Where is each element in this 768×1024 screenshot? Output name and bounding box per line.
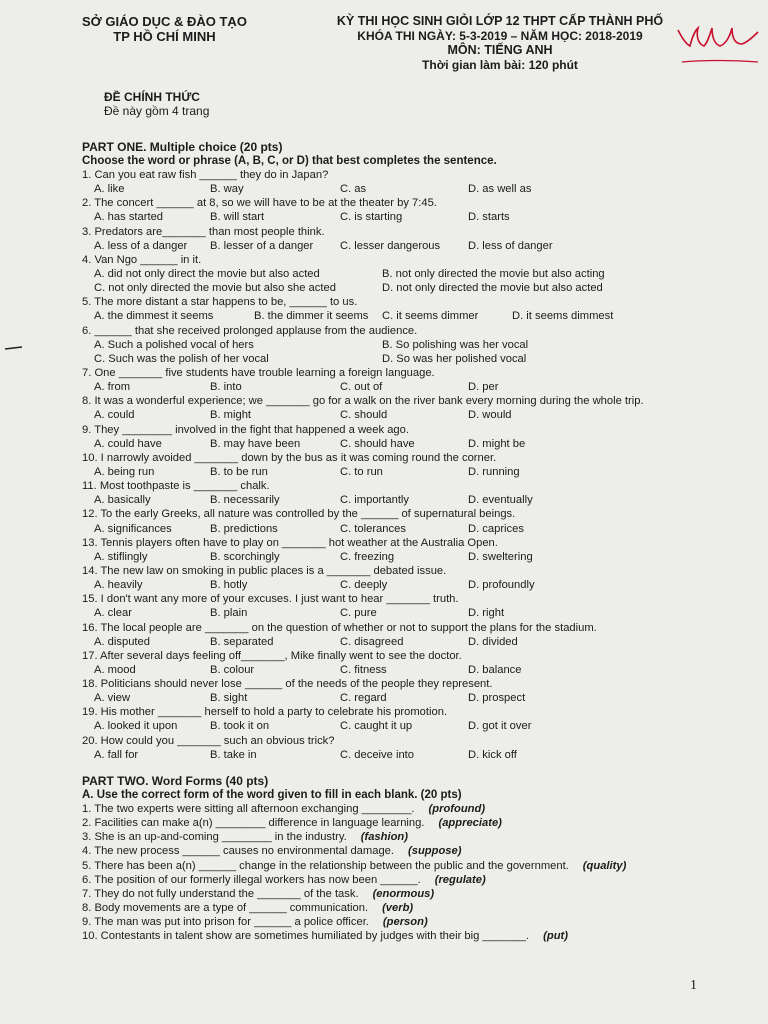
answer-option: B. colour <box>210 663 255 676</box>
word-form-item <box>82 859 722 873</box>
answer-option: A. Such a polished vocal of hers <box>94 338 254 351</box>
options-row <box>82 691 722 705</box>
part-one-instruction: Choose the word or phrase (A, B, C, or D) that best completes the sentence. <box>82 155 497 167</box>
options-row <box>82 663 722 677</box>
answer-option: D. right <box>468 607 505 620</box>
word-form-hint: (person) <box>382 916 428 929</box>
answer-option: C. disagreed <box>340 635 404 648</box>
answer-option: C. not only directed the movie but also she acted <box>94 282 336 295</box>
question-stem: 9. They ________ involved in the fight that happened a week ago. <box>82 423 409 436</box>
answer-option: D. would <box>468 409 512 422</box>
answer-option: A. less of a danger <box>94 239 188 252</box>
question-stem: 10. I narrowly avoided _______ down by the bus as it was coming round the corner. <box>82 451 497 464</box>
handwritten-mark <box>672 22 762 72</box>
answer-option: D. balance <box>468 663 522 676</box>
answer-option: A. could <box>94 409 135 422</box>
options-row <box>82 606 722 620</box>
page-number: 1 <box>690 978 697 993</box>
answer-option: C. deeply <box>340 579 388 592</box>
word-form-item <box>82 901 722 915</box>
options-row <box>82 719 722 733</box>
answer-option: A. the dimmest it seems <box>94 310 214 323</box>
answer-option: B. take in <box>210 748 257 761</box>
options-row <box>82 182 722 196</box>
answer-option: A. from <box>94 381 131 394</box>
word-form-hint: (enormous) <box>372 887 435 900</box>
answer-option: D. running <box>468 465 520 478</box>
answer-option: D. caprices <box>468 522 524 535</box>
answer-option: A. heavily <box>94 579 143 592</box>
question-stem: 16. The local people are _______ on the question of whether or not to support the plans for the stadium. <box>82 621 597 634</box>
word-form-item <box>82 887 722 901</box>
answer-option: B. So polishing was her vocal <box>382 338 529 351</box>
answer-option: C. caught it up <box>340 720 413 733</box>
question-stem: 11. Most toothpaste is _______ chalk. <box>82 480 270 493</box>
word-form-item <box>82 830 722 844</box>
options-row <box>82 748 722 762</box>
answer-option: A. has started <box>94 211 164 224</box>
word-form-sentence: 5. There has been a(n) ______ change in the relationship between the public and the government. <box>82 859 569 872</box>
question-stem: 3. Predators are_______ than most people think. <box>82 225 325 238</box>
word-form-item <box>82 915 722 929</box>
answer-option: A. did not only direct the movie but also acted <box>94 267 320 280</box>
question-stem: 17. After several days feeling off_______, Mike finally went to see the doctor. <box>82 649 462 662</box>
word-form-list <box>82 802 722 943</box>
answer-option: A. being run <box>94 465 155 478</box>
question-stem: 13. Tennis players often have to play on _______ hot weather at the Australia Open. <box>82 536 498 549</box>
answer-option: C. lesser dangerous <box>340 239 441 252</box>
question-stem: 12. To the early Greeks, all nature was controlled by the ______ of supernatural beings. <box>82 508 516 521</box>
word-form-hint: (fashion) <box>360 831 408 844</box>
part-two-title: PART TWO. Word Forms (40 pts) <box>82 774 269 788</box>
answer-option: C. freezing <box>340 550 395 563</box>
options-row <box>82 465 722 479</box>
answer-option: C. pure <box>340 607 377 620</box>
exam-subject: MÔN: TIẾNG ANH <box>447 43 553 57</box>
question-stem: 19. His mother _______ herself to hold a party to celebrate his promotion. <box>82 706 448 719</box>
options-row <box>82 267 722 281</box>
answer-option: B. way <box>210 183 244 196</box>
word-form-sentence: 9. The man was put into prison for ______ a police officer. <box>82 916 369 929</box>
word-form-sentence: 4. The new process ______ causes no environmental damage. <box>82 845 394 858</box>
official-notice <box>104 90 209 118</box>
answer-option: B. separated <box>210 635 274 648</box>
options-row <box>82 338 722 352</box>
options-row <box>82 309 722 323</box>
word-form-hint: (put) <box>543 930 568 943</box>
answer-option: A. looked it upon <box>94 720 178 733</box>
answer-option: D. So was her polished vocal <box>382 352 527 365</box>
word-form-item <box>82 816 722 830</box>
answer-option: C. should have <box>340 437 415 450</box>
answer-option: B. into <box>210 381 242 394</box>
answer-option: B. lesser of a danger <box>210 239 314 252</box>
answer-option: B. not only directed the movie but also acting <box>382 267 605 280</box>
answer-option: B. took it on <box>210 720 270 733</box>
options-row <box>82 493 722 507</box>
word-form-hint: (regulate) <box>434 873 486 886</box>
answer-option: D. might be <box>468 437 526 450</box>
question-stem: 1. Can you eat raw fish ______ they do in Japan? <box>82 169 329 181</box>
answer-option: B. predictions <box>210 522 278 535</box>
part-one <box>82 140 722 762</box>
answer-option: B. plain <box>210 607 248 620</box>
answer-option: C. deceive into <box>340 748 415 761</box>
answer-option: C. should <box>340 409 388 422</box>
answer-option: D. sweltering <box>468 550 533 563</box>
answer-option: A. mood <box>94 663 136 676</box>
options-row <box>82 437 722 451</box>
exam-duration: Thời gian làm bài: 120 phút <box>422 57 578 72</box>
options-row <box>82 635 722 649</box>
word-form-sentence: 1. The two experts were sitting all afternoon exchanging ________. <box>82 803 415 815</box>
word-form-item <box>82 929 722 943</box>
question-stem: 4. Van Ngo ______ in it. <box>82 253 202 266</box>
question-stem: 14. The new law on smoking in public places is a _______ debated issue. <box>82 564 447 577</box>
word-form-sentence: 10. Contestants in talent show are sometimes humiliated by judges with their big _______. <box>82 930 530 943</box>
answer-option: C. Such was the polish of her vocal <box>94 352 269 365</box>
answer-option: B. might <box>210 409 252 422</box>
word-form-item <box>82 873 722 887</box>
answer-option: D. as well as <box>468 183 532 196</box>
department-name: SỞ GIÁO DỤC & ĐÀO TẠO <box>82 14 247 29</box>
options-row <box>82 239 722 253</box>
answer-option: B. hotly <box>210 579 248 592</box>
options-row <box>82 352 722 366</box>
options-row <box>82 550 722 564</box>
question-stem: 20. How could you _______ such an obvious trick? <box>82 734 335 747</box>
answer-option: A. stiflingly <box>94 550 148 563</box>
city-name: TP HỒ CHÍ MINH <box>113 29 216 44</box>
answer-option: B. will start <box>210 211 265 224</box>
answer-option: A. significances <box>94 522 172 535</box>
word-form-sentence: 3. She is an up-and-coming ________ in the industry. <box>82 831 347 844</box>
answer-option: B. sight <box>210 692 248 705</box>
answer-option: A. view <box>94 692 131 705</box>
answer-option: D. got it over <box>468 720 532 733</box>
question-stem: 5. The more distant a star happens to be, ______ to us. <box>82 296 358 309</box>
question-stem: 7. One _______ five students have trouble learning a foreign language. <box>82 366 435 379</box>
answer-option: D. not only directed the movie but also acted <box>382 282 603 295</box>
answer-option: D. it seems dimmest <box>512 310 614 323</box>
word-form-item <box>82 802 722 816</box>
exam-date: KHÓA THI NGÀY: 5-3-2019 – NĂM HỌC: 2018-2019 <box>357 28 643 43</box>
answer-option: C. as <box>340 183 367 196</box>
answer-option: A. could have <box>94 437 162 450</box>
answer-option: D. starts <box>468 211 510 224</box>
word-form-hint: (verb) <box>382 901 414 914</box>
part-two-instruction: A. Use the correct form of the word given to fill in each blank. (20 pts) <box>82 789 462 801</box>
answer-option: B. necessarily <box>210 494 280 507</box>
exam-title: KỲ THI HỌC SINH GIỎI LỚP 12 THPT CẤP THÀNH PHỐ <box>336 14 664 28</box>
answer-option: D. profoundly <box>468 579 535 592</box>
word-form-item <box>82 844 722 858</box>
answer-option: D. less of danger <box>468 239 553 252</box>
options-row <box>82 522 722 536</box>
answer-option: C. out of <box>340 381 383 394</box>
word-form-hint: (quality) <box>582 859 627 872</box>
question-stem: 2. The concert ______ at 8, so we will have to be at the theater by 7:45. <box>82 197 437 210</box>
word-form-sentence: 6. The position of our formerly illegal workers has now been ______. <box>82 873 421 886</box>
part-one-title: PART ONE. Multiple choice (20 pts) <box>82 140 283 154</box>
department-header <box>82 14 247 44</box>
answer-option: B. scorchingly <box>210 550 280 563</box>
question-list <box>82 168 722 762</box>
answer-option: A. fall for <box>94 748 139 761</box>
options-row <box>82 210 722 224</box>
word-form-sentence: 2. Facilities can make a(n) ________ difference in language learning. <box>82 817 425 830</box>
answer-option: D. kick off <box>468 748 517 761</box>
options-row <box>82 408 722 422</box>
answer-option: C. tolerances <box>340 522 406 535</box>
options-row <box>82 281 722 295</box>
answer-option: B. may have been <box>210 437 301 450</box>
official-title: ĐỀ CHÍNH THỨC <box>104 90 200 104</box>
answer-option: D. per <box>468 381 499 394</box>
word-form-hint: (suppose) <box>408 845 462 858</box>
exam-header <box>330 14 670 72</box>
answer-option: D. prospect <box>468 692 526 705</box>
margin-mark <box>4 343 24 353</box>
question-stem: 15. I don't want any more of your excuses. I just want to hear _______ truth. <box>82 593 459 606</box>
answer-option: C. to run <box>340 465 383 478</box>
word-form-hint: (appreciate) <box>438 817 502 830</box>
answer-option: C. fitness <box>340 663 387 676</box>
options-row <box>82 380 722 394</box>
options-row <box>82 578 722 592</box>
answer-option: A. basically <box>94 494 151 507</box>
answer-option: B. the dimmer it seems <box>254 310 369 323</box>
answer-option: A. disputed <box>94 635 150 648</box>
part-two <box>82 774 722 943</box>
word-form-sentence: 8. Body movements are a type of ______ communication. <box>82 901 369 914</box>
answer-option: C. regard <box>340 692 387 705</box>
question-stem: 8. It was a wonderful experience; we _______ go for a walk on the river bank every morning during the whole trip. <box>82 395 644 408</box>
answer-option: C. is starting <box>340 211 403 224</box>
answer-option: D. eventually <box>468 494 533 507</box>
question-stem: 18. Politicians should never lose ______ of the needs of the people they represent. <box>82 678 493 691</box>
answer-option: B. to be run <box>210 465 268 478</box>
answer-option: A. like <box>94 183 125 196</box>
word-form-sentence: 7. They do not fully understand the _______ of the task. <box>82 887 359 900</box>
question-stem: 6. ______ that she received prolonged applause from the audience. <box>82 324 418 337</box>
answer-option: D. divided <box>468 635 518 648</box>
page-count: Đề này gồm 4 trang <box>104 104 210 118</box>
answer-option: C. it seems dimmer <box>382 310 479 323</box>
answer-option: C. importantly <box>340 494 410 507</box>
word-form-hint: (profound) <box>428 803 486 815</box>
answer-option: A. clear <box>94 607 132 620</box>
